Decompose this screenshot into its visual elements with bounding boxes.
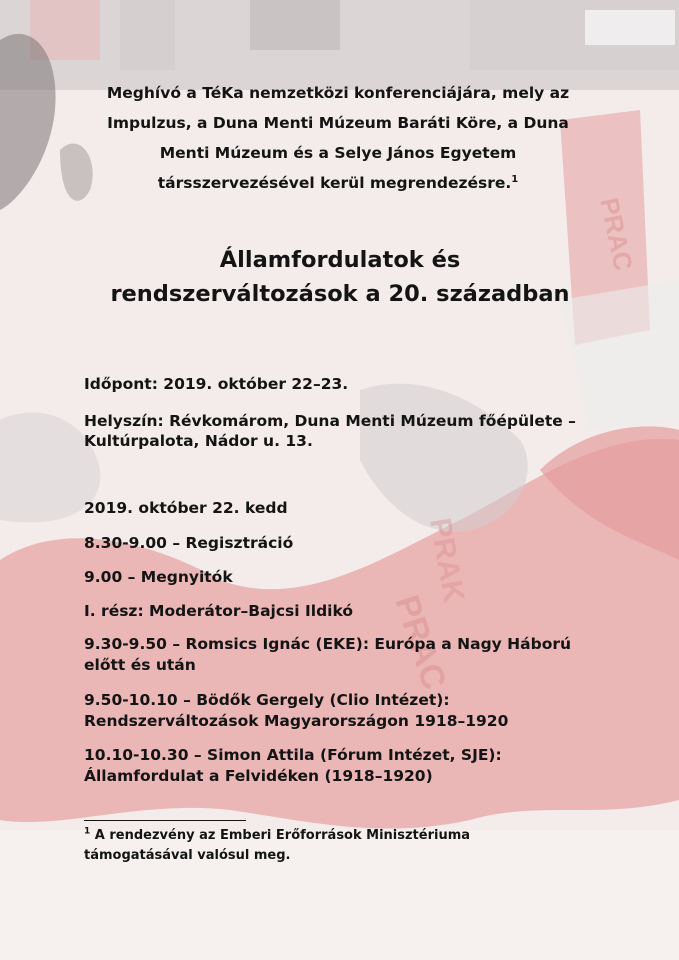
footnote-divider — [84, 820, 246, 821]
conference-title — [40, 243, 640, 311]
program-section-heading: I. rész: Moderátor–Bajcsi Ildikó — [84, 602, 354, 620]
venue-line-1: Helyszín: Révkomárom, Duna Menti Múzeum főépülete – — [84, 412, 576, 430]
footnote-line-2: támogatásával valósul meg. — [84, 848, 291, 863]
title-line-1: Államfordulatok és — [219, 247, 461, 273]
program-item: 9.00 – Megnyitók — [84, 568, 233, 586]
footnote — [84, 826, 604, 866]
program-item-continued: előtt és után — [84, 656, 196, 674]
program-item-continued: Rendszerváltozások Magyarországon 1918–1920 — [84, 712, 509, 730]
footnote-reference: 1 — [511, 173, 519, 185]
intro-line — [78, 168, 598, 198]
intro-line: Meghívó a TéKa nemzetközi konferenciájára, mely az — [106, 84, 570, 102]
svg-text:PRAC: PRAC — [594, 195, 639, 274]
program-item: 9.30-9.50 – Romsics Ignác (EKE): Európa a Nagy Háború — [84, 635, 572, 653]
footnote-mark: 1 — [84, 826, 91, 837]
svg-text:PRAC: PRAC — [387, 590, 454, 695]
title-line-2: rendszerváltozások a 20. században — [110, 281, 570, 307]
venue-line-2: Kultúrpalota, Nádor u. 13. — [84, 432, 313, 450]
event-date: Időpont: 2019. október 22–23. — [84, 375, 349, 393]
intro-line: Menti Múzeum és a Selye János Egyetem — [159, 144, 517, 162]
intro-paragraph — [78, 78, 598, 198]
svg-text:PRAK: PRAK — [423, 515, 471, 605]
footnote-text: A rendezvény az Emberi Erőforrások Minisztériuma — [94, 828, 471, 843]
program-item: 10.10-10.30 – Simon Attila (Fórum Intézet, SJE): — [84, 746, 502, 764]
intro-line: Impulzus, a Duna Menti Múzeum Baráti Köre, a Duna — [107, 114, 569, 132]
program-day: 2019. október 22. kedd — [84, 499, 288, 517]
intro-line-text: társszervezésével kerül megrendezésre. — [157, 174, 512, 192]
program-item: 8.30-9.00 – Regisztráció — [84, 534, 294, 552]
program-item: 9.50-10.10 – Bödők Gergely (Clio Intézet): — [84, 691, 450, 709]
program-item-continued: Államfordulat a Felvidéken (1918–1920) — [84, 767, 433, 785]
footnote-line-1 — [84, 826, 604, 846]
